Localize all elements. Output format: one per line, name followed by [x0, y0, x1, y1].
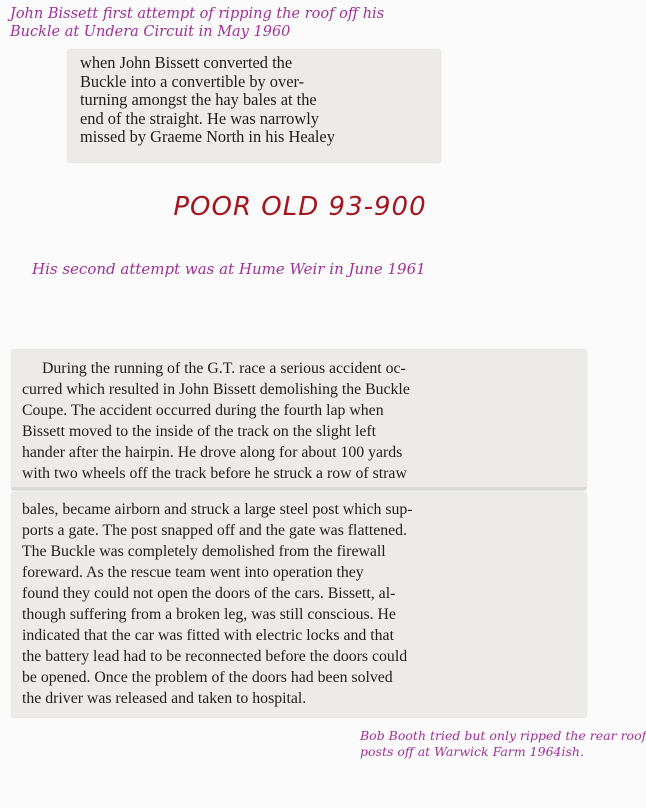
clipping-line: missed by Graeme North in his Healey — [80, 127, 335, 146]
clipping-line: The Buckle was completely demolished from the firewall — [22, 543, 386, 560]
clipping-line: curred which resulted in John Bissett demolishing the Buckle — [22, 381, 410, 398]
clipping-line: found they could not open the doors of the cars. Bissett, al- — [22, 585, 396, 602]
clipping-line: with two wheels off the track before he struck a row of straw — [22, 465, 407, 482]
top-caption-line: John Bissett first attempt of ripping the roof off his — [10, 6, 385, 22]
clipping-line: turning amongst the hay bales at the — [80, 90, 317, 109]
clipping-line: the driver was released and taken to hospital. — [22, 690, 307, 707]
clipping-line: end of the straight. He was narrowly — [80, 108, 319, 128]
bottom-caption — [360, 728, 646, 760]
bottom-caption-line: Bob Booth tried but only ripped the rear roof — [360, 728, 646, 743]
clipping-line: foreward. As the rescue team went into operation they — [22, 564, 364, 581]
clipping-line: Buckle into a convertible by over- — [80, 71, 305, 91]
clipping-line: though suffering from a broken leg, was still conscious. He — [22, 606, 396, 623]
clipping-line: During the running of the G.T. race a serious accident oc- — [42, 360, 406, 377]
headline: POOR OLD 93-900 — [173, 192, 427, 222]
newspaper-clipping-undera — [68, 50, 440, 162]
clipping-line: hander after the hairpin. He drove along for about 100 yards — [22, 444, 403, 461]
bottom-caption-line: posts off at Warwick Farm 1964ish. — [360, 744, 584, 759]
newspaper-clipping-hume-weir-part2 — [12, 493, 586, 717]
clipping-line: be opened. Once the problem of the doors had been solved — [22, 669, 393, 686]
clipping-line: ports a gate. The post snapped off and the gate was flattened. — [22, 522, 408, 539]
newspaper-clipping-hume-weir-part1 — [12, 350, 586, 490]
top-caption — [10, 5, 384, 41]
clipping-line: Bissett moved to the inside of the track on the slight left — [22, 423, 377, 440]
clipping-line: bales, became airborn and struck a large steel post which sup- — [22, 501, 413, 518]
clipping-line: when John Bissett converted the — [80, 53, 293, 72]
top-caption-line: Buckle at Undera Circuit in May 1960 — [10, 24, 291, 40]
middle-caption: His second attempt was at Hume Weir in June 1961 — [32, 260, 426, 278]
clipping-line: indicated that the car was fitted with electric locks and that — [22, 627, 394, 644]
clipping-line: Coupe. The accident occurred during the fourth lap when — [22, 402, 384, 419]
clipping-line: the battery lead had to be reconnected before the doors could — [22, 648, 408, 665]
